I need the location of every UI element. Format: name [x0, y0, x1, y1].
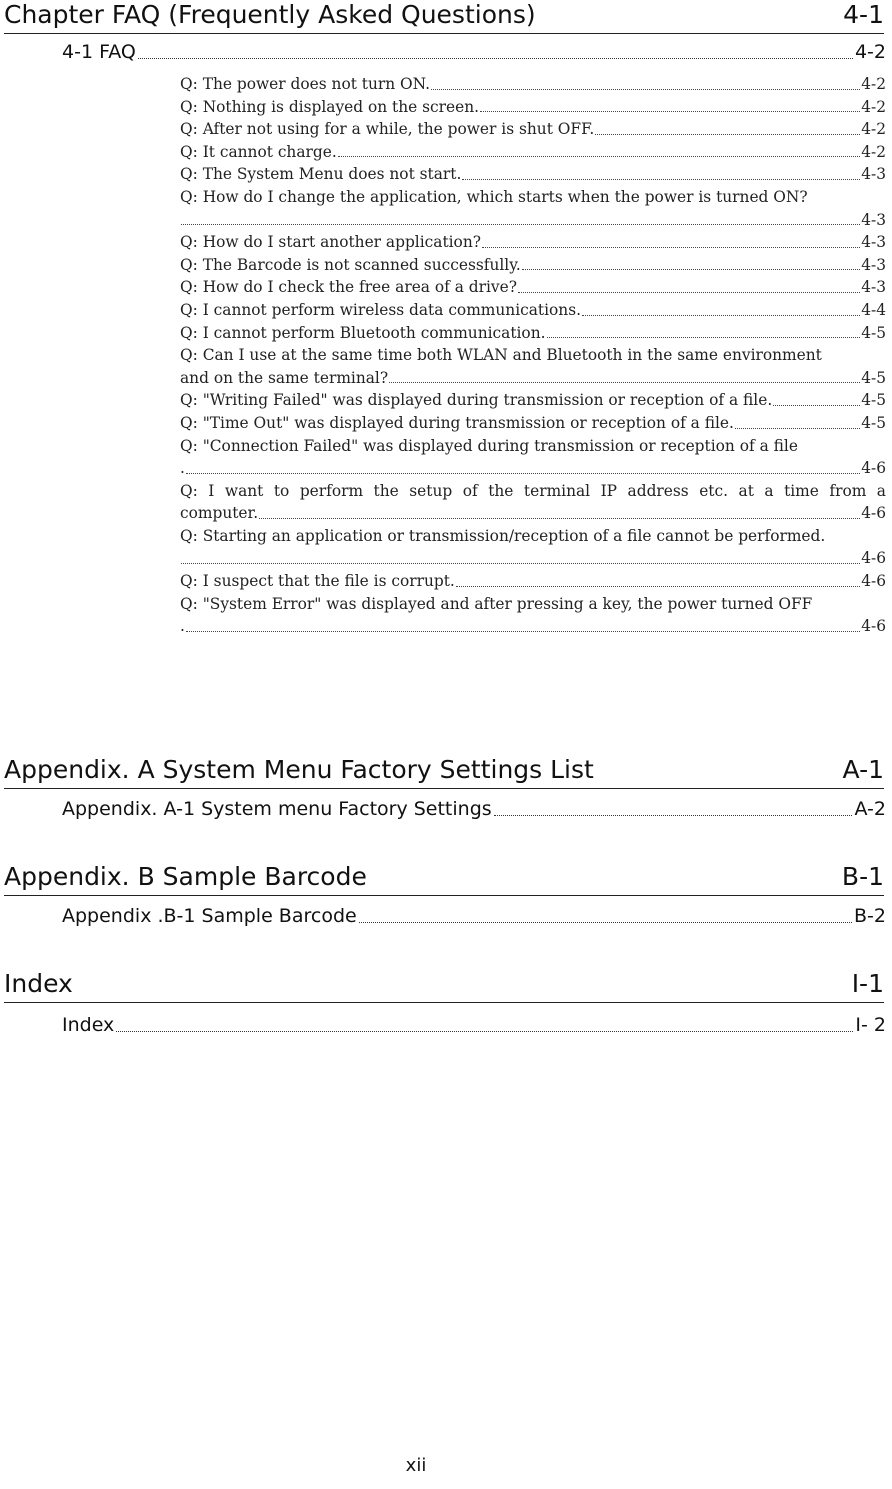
entry-text: Q: "Time Out" was displayed during transmission or reception of a file.	[180, 413, 734, 432]
entry-text: Q: The Barcode is not scanned successfully.	[180, 255, 521, 274]
toc-entry[interactable]	[180, 73, 886, 96]
dot-leader	[480, 111, 860, 112]
toc-chapter-faq[interactable]	[4, 0, 884, 34]
dot-leader	[518, 292, 860, 293]
toc-entry[interactable]	[180, 231, 886, 254]
entry-text: Q: I suspect that the file is corrupt.	[180, 572, 455, 591]
toc-entry[interactable]	[180, 480, 886, 525]
entry-text-cont: computer.	[180, 504, 259, 523]
toc-chapter-appendix-a[interactable]	[4, 755, 884, 789]
toc-entry[interactable]	[180, 163, 886, 186]
chapter-title: Appendix. A System Menu Factory Settings List	[4, 755, 594, 784]
entry-page: 4-2	[861, 75, 886, 93]
dot-leader	[138, 57, 853, 59]
chapter-title: Chapter FAQ (Frequently Asked Questions)	[4, 0, 536, 29]
dot-leader	[359, 921, 852, 923]
entry-page: 4-3	[861, 255, 886, 274]
toc-entry[interactable]	[180, 299, 886, 322]
entry-text: Q: The power does not turn ON.	[180, 75, 431, 93]
dot-leader	[116, 1030, 853, 1032]
entry-page: 4-3	[861, 278, 886, 297]
dot-leader	[456, 586, 860, 587]
entry-text: Q: After not using for a while, the power is shut OFF.	[180, 120, 595, 139]
dot-leader	[462, 179, 860, 180]
dot-leader	[389, 382, 860, 383]
dot-leader	[186, 473, 860, 474]
entry-page: 4-2	[861, 142, 886, 161]
toc-entry[interactable]	[180, 435, 886, 480]
dot-leader	[181, 563, 860, 564]
entry-text-cont: .	[180, 617, 185, 636]
toc-entry[interactable]	[180, 593, 886, 638]
entry-page: 4-5	[861, 391, 886, 410]
dot-leader	[259, 518, 860, 519]
entry-page: 4-3	[861, 233, 886, 252]
toc-section-appendix-a-1[interactable]	[62, 797, 886, 821]
section-page: A-2	[854, 798, 886, 820]
entry-text: Q: Starting an application or transmission/reception of a file cannot be performed.	[180, 526, 826, 545]
section-title: Appendix .B-1 Sample Barcode	[62, 905, 357, 927]
dot-leader	[494, 814, 853, 816]
entry-text: Q: I want to perform the setup of the terminal IP address etc. at a time from a	[180, 481, 886, 500]
chapter-page: I-1	[851, 969, 884, 998]
toc-chapter-appendix-b[interactable]	[4, 862, 884, 896]
toc-section-4-1-faq[interactable]	[62, 40, 886, 64]
entry-page: 4-4	[861, 300, 886, 319]
entry-text: Q: "Writing Failed" was displayed during transmission or reception of a file.	[180, 391, 773, 410]
toc-entry[interactable]	[180, 344, 886, 389]
toc-entry[interactable]	[180, 412, 886, 435]
dot-leader	[431, 89, 860, 90]
dot-leader	[582, 315, 860, 316]
entry-page: 4-2	[861, 120, 886, 139]
toc-section-index[interactable]	[62, 1013, 886, 1037]
entry-text: Q: Nothing is displayed on the screen.	[180, 97, 480, 116]
chapter-title: Index	[4, 969, 73, 998]
entry-page: 4-6	[861, 459, 886, 478]
entry-page: 4-6	[861, 617, 886, 636]
entry-page: 4-5	[861, 323, 886, 342]
entry-text: Q: The System Menu does not start.	[180, 165, 462, 184]
toc-entry[interactable]	[180, 322, 886, 345]
entry-text-cont: and on the same terminal?	[180, 368, 389, 387]
toc-entry[interactable]	[180, 96, 886, 119]
entry-page: 4-2	[861, 97, 886, 116]
toc-entry[interactable]	[180, 118, 886, 141]
toc-entry[interactable]	[180, 570, 886, 593]
entry-page: 4-6	[861, 549, 886, 568]
dot-leader	[735, 428, 860, 429]
entry-text: Q: I cannot perform Bluetooth communication.	[180, 323, 546, 342]
dot-leader	[482, 247, 860, 248]
chapter-title: Appendix. B Sample Barcode	[4, 862, 367, 891]
entry-page: 4-5	[861, 368, 886, 387]
section-title: Appendix. A-1 System menu Factory Settings	[62, 798, 492, 820]
faq-entry-list	[180, 73, 886, 638]
dot-leader	[522, 269, 860, 270]
entry-text-cont: .	[180, 459, 185, 478]
section-page: I- 2	[855, 1014, 886, 1036]
entry-page: 4-6	[861, 504, 886, 523]
toc-entry[interactable]	[180, 141, 886, 164]
entry-page: 4-3	[861, 210, 886, 229]
entry-text: Q: How do I check the free area of a drive?	[180, 278, 517, 297]
page-number: xii	[405, 1455, 427, 1476]
dot-leader	[547, 337, 861, 338]
section-title: Index	[62, 1014, 115, 1036]
chapter-page: A-1	[842, 755, 884, 784]
entry-page: 4-5	[861, 413, 886, 432]
dot-leader	[595, 134, 860, 135]
toc-section-appendix-b-1[interactable]	[62, 904, 886, 928]
toc-chapter-index[interactable]	[4, 969, 884, 1003]
dot-leader	[773, 405, 860, 406]
toc-entry[interactable]	[180, 525, 886, 570]
dot-leader	[181, 224, 860, 225]
toc-entry[interactable]	[180, 254, 886, 277]
entry-text: Q: "Connection Failed" was displayed during transmission or reception of a file	[180, 436, 798, 455]
toc-entry[interactable]	[180, 186, 886, 231]
entry-text: Q: How do I change the application, which starts when the power is turned ON?	[180, 187, 808, 206]
entry-page: 4-3	[861, 165, 886, 184]
entry-page: 4-6	[861, 572, 886, 591]
chapter-page: 4-1	[843, 0, 884, 29]
entry-text: Q: "System Error" was displayed and after pressing a key, the power turned OFF	[180, 594, 813, 613]
toc-entry[interactable]	[180, 276, 886, 299]
section-page: B-2	[854, 905, 886, 927]
entry-text: Q: Can I use at the same time both WLAN and Bluetooth in the same environment	[180, 346, 822, 365]
dot-leader	[338, 156, 860, 157]
section-title: 4-1 FAQ	[62, 41, 136, 63]
dot-leader	[186, 631, 860, 632]
chapter-page: B-1	[841, 862, 884, 891]
section-page: 4-2	[854, 41, 886, 63]
entry-text: Q: I cannot perform wireless data communications.	[180, 300, 582, 319]
toc-entry[interactable]	[180, 389, 886, 412]
entry-text: Q: It cannot charge.	[180, 142, 337, 161]
entry-text: Q: How do I start another application?	[180, 233, 481, 252]
